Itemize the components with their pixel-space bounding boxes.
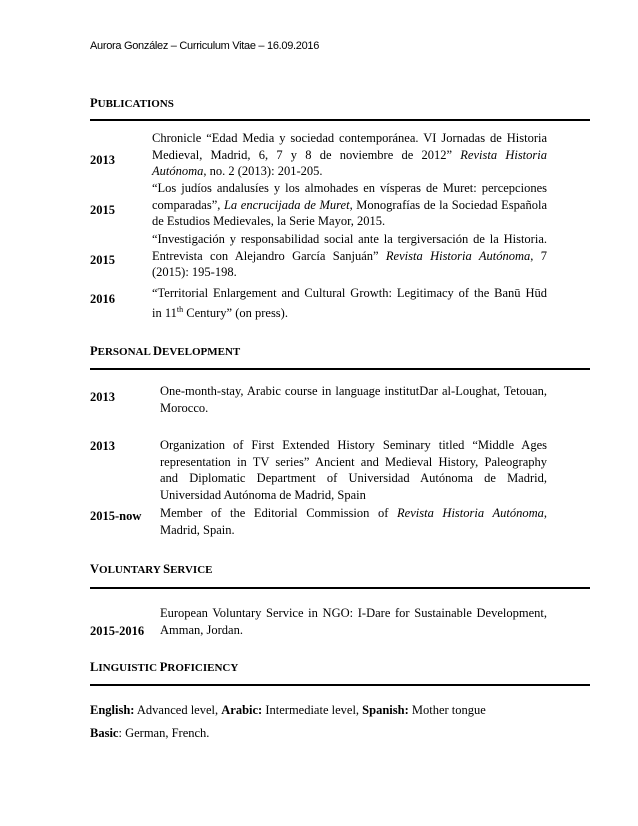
- voluntary-year: 2015-2016: [90, 624, 145, 638]
- publication-year: 2015: [90, 203, 115, 217]
- publication-year: 2013: [90, 153, 115, 167]
- development-year: 2013: [90, 439, 115, 453]
- publication-year: 2015: [90, 253, 115, 267]
- section-divider: [90, 119, 590, 121]
- development-entry: Organization of First Extended History Seminary titled “Middle Ages representation in TV series” Ancient and Medieval History, Paleography and Diplomatic Department of Universidad Autónoma de Madrid, Universidad Autónoma de Madrid, Spain: [160, 438, 547, 503]
- publication-entry: “Territorial Enlargement and Cultural Growth: Legitimacy of the Banū Hūd in 11th Century” (on press).: [152, 286, 547, 320]
- development-year: 2015-now: [90, 509, 142, 523]
- section-divider: [90, 684, 590, 686]
- section-divider: [90, 368, 590, 370]
- development-entry: Member of the Editorial Commission of Revista Historia Autónoma, Madrid, Spain.: [160, 506, 547, 537]
- basic-languages: Basic: German, French.: [90, 726, 210, 740]
- section-heading-linguistic-proficiency: LINGUISTIC PROFICIENCY: [90, 660, 239, 674]
- page-header: Aurora González – Curriculum Vitae – 16.09.2016: [90, 40, 320, 52]
- section-heading-publications: PUBLICATIONS: [90, 96, 174, 110]
- section-heading-voluntary-service: VOLUNTARY SERVICE: [90, 562, 213, 576]
- development-year: 2013: [90, 390, 115, 404]
- publication-entry: Chronicle “Edad Media y sociedad contemporánea. VI Jornadas de Historia Medieval, Madrid, 6, 7 y 8 de noviembre de 2012” Revista Historia Autónoma, no. 2 (2013): 201-205.: [152, 131, 547, 179]
- language-levels: English: Advanced level, Arabic: Intermediate level, Spanish: Mother tongue: [90, 703, 486, 717]
- publication-year: 2016: [90, 292, 115, 306]
- section-heading-personal-development: PERSONAL DEVELOPMENT: [90, 344, 241, 358]
- publication-entry: “Investigación y responsabilidad social ante la tergiversación de la Historia. Entrevista con Alejandro García Sanjuán” Revista Historia Autónoma, 7 (2015): 195-198.: [152, 232, 547, 280]
- section-divider: [90, 587, 590, 589]
- voluntary-entry: European Voluntary Service in NGO: I-Dare for Sustainable Development, Amman, Jordan.: [160, 606, 547, 637]
- publication-entry: “Los judíos andalusíes y los almohades en vísperas de Muret: percepciones comparadas”, La encrucijada de Muret, Monografías de la Sociedad Española de Estudios Medievales, la Serie Mayor, 2015.: [152, 181, 547, 229]
- development-entry: One-month-stay, Arabic course in language institutDar al-Loughat, Tetouan, Morocco.: [160, 384, 547, 415]
